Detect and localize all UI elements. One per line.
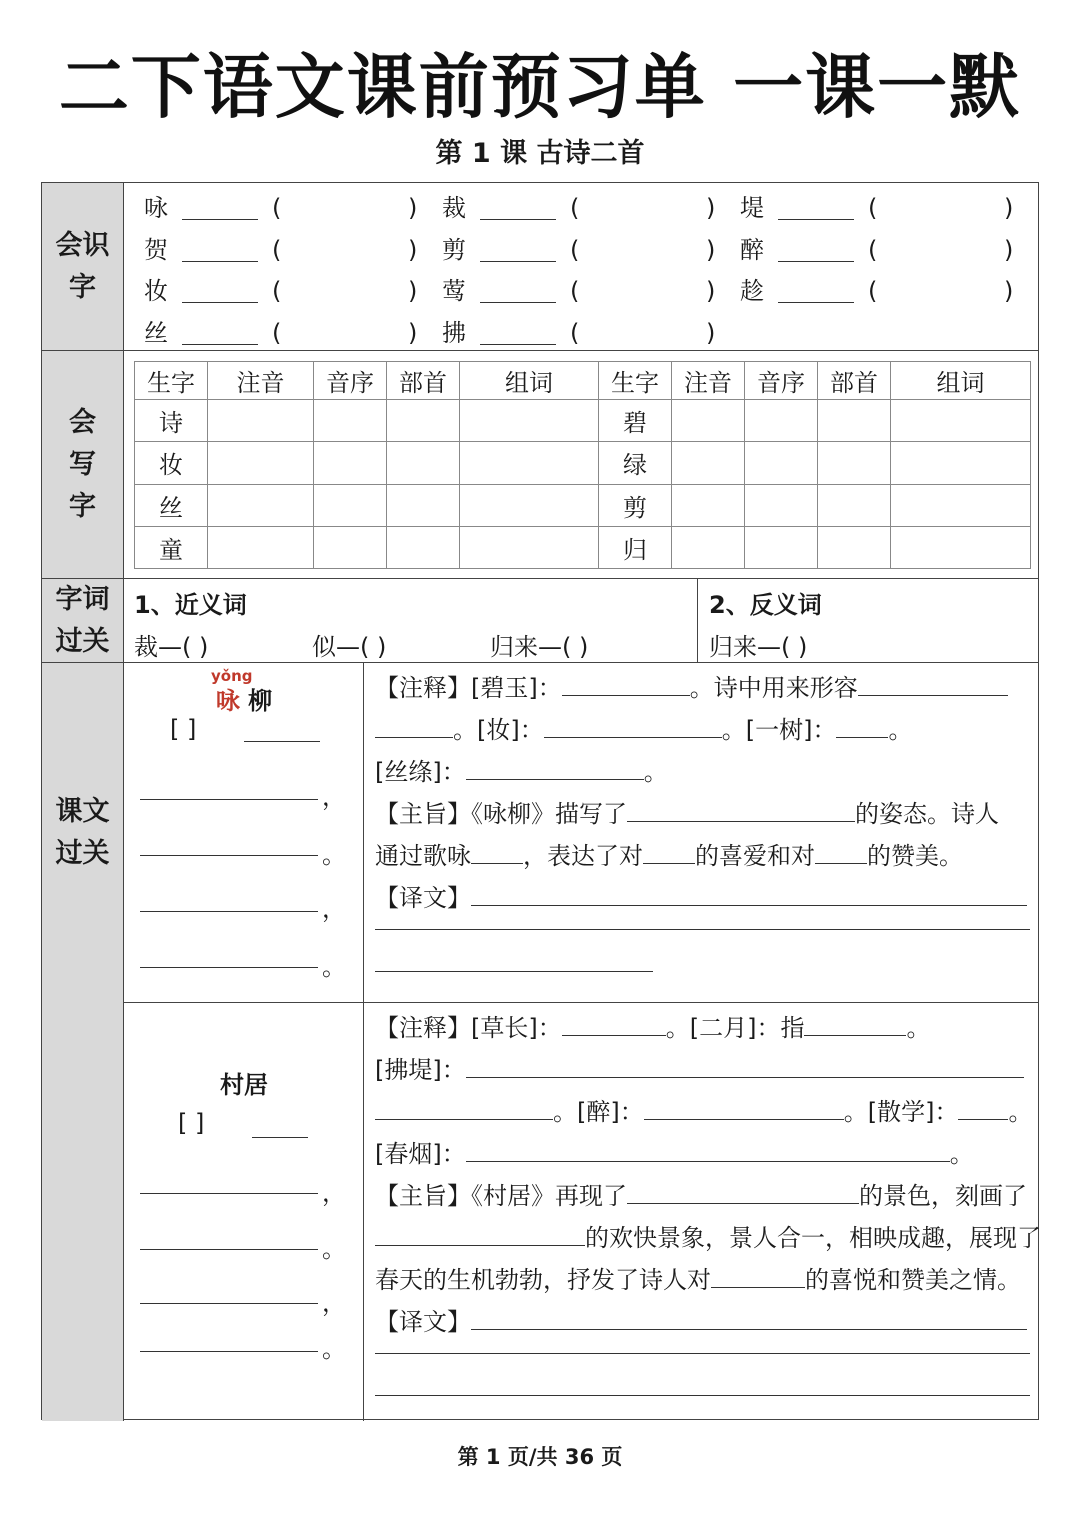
poem2-author-bracket: [ ] (178, 1109, 205, 1137)
poem1-title: 咏 柳 (215, 687, 273, 715)
write-header-cell: 生字 (135, 362, 208, 400)
antonym-item[interactable]: 归来—( ) (709, 633, 808, 661)
recognize-answer-line[interactable] (480, 219, 556, 220)
open-paren: ( (570, 277, 580, 305)
open-paren: ( (272, 194, 282, 222)
write-char: 丝 (135, 484, 208, 526)
write-answer-cell[interactable] (387, 400, 460, 442)
write-answer-cell[interactable] (208, 400, 314, 442)
recognize-answer-line[interactable] (778, 219, 854, 220)
write-header-cell: 音序 (314, 362, 387, 400)
write-answer-cell[interactable] (818, 400, 891, 442)
poem1-verse-line[interactable] (140, 855, 318, 856)
recognize-row (124, 229, 1038, 271)
write-header-cell: 组词 (891, 362, 1031, 400)
write-answer-cell[interactable] (745, 526, 818, 568)
write-answer-cell[interactable] (460, 526, 599, 568)
write-char: 归 (599, 526, 672, 568)
text-label: 课文 过关 (42, 663, 124, 1003)
recognize-label: 会识 字 (42, 183, 124, 350)
write-header-cell: 注音 (208, 362, 314, 400)
write-answer-cell[interactable] (672, 526, 745, 568)
poem1-note-line: [丝绦]： 。 (375, 751, 1030, 793)
close-paren: ) (408, 318, 418, 347)
write-answer-cell[interactable] (745, 442, 818, 484)
poem1-verse-line[interactable] (140, 967, 318, 968)
poem2-verse-line[interactable] (140, 1303, 318, 1304)
poem2-note-line: 【注释】[草长]： 。[二月]：指 。 (375, 1007, 1030, 1049)
write-answer-cell[interactable] (672, 400, 745, 442)
write-answer-cell[interactable] (208, 526, 314, 568)
write-section (42, 351, 1038, 579)
poem2-note-line: 【译文】 (375, 1301, 1030, 1343)
write-answer-cell[interactable] (672, 442, 745, 484)
open-paren: ( (570, 194, 580, 222)
write-header-cell: 组词 (460, 362, 599, 400)
page-title: 二下语文课前预习单 一课一默 (58, 45, 1022, 128)
open-paren: ( (272, 235, 282, 264)
open-paren: ( (868, 194, 878, 222)
close-paren: ) (408, 277, 418, 305)
close-paren: ) (408, 235, 418, 264)
recognize-row (124, 312, 1038, 354)
write-answer-cell[interactable] (818, 442, 891, 484)
recognize-char: 贺 (144, 235, 168, 264)
close-paren: ) (706, 235, 716, 264)
poem1-note-line: 通过歌咏 ，表达了对 的喜爱和对 的赞美。 (375, 835, 1030, 877)
write-answer-cell[interactable] (460, 484, 599, 526)
recognize-char: 剪 (442, 235, 466, 264)
write-char: 剪 (599, 484, 672, 526)
poem2-translation-line[interactable] (375, 1353, 1030, 1354)
write-answer-cell[interactable] (314, 484, 387, 526)
recognize-answer-line[interactable] (480, 344, 556, 345)
write-char: 诗 (135, 400, 208, 442)
write-table (134, 361, 1031, 569)
poem1-punct: ， (322, 783, 346, 811)
recognize-row (124, 187, 1038, 229)
write-answer-cell[interactable] (314, 526, 387, 568)
poem2-translation-line[interactable] (375, 1395, 1030, 1396)
write-answer-cell[interactable] (208, 442, 314, 484)
recognize-answer-line[interactable] (182, 261, 258, 262)
poem2-note-line: [春烟]： 。 (375, 1133, 1030, 1175)
poem2-punct: ， (322, 1179, 346, 1207)
recognize-char: 堤 (740, 194, 764, 222)
poem2-note-line: [拂堤]： (375, 1049, 1030, 1091)
poem2-verse-line[interactable] (140, 1351, 318, 1352)
poem2-notes (365, 1003, 1041, 1421)
poem2-verse-line[interactable] (140, 1193, 318, 1194)
synonym-item[interactable]: 裁—( ) (134, 633, 209, 661)
open-paren: ( (570, 235, 580, 264)
poem2-verse-line[interactable] (140, 1249, 318, 1250)
poem1-author-line[interactable] (244, 741, 320, 742)
write-answer-cell[interactable] (672, 484, 745, 526)
poem1-pinyin: yǒng (211, 667, 253, 685)
synonym-item[interactable]: 似—( ) (312, 633, 387, 661)
write-answer-cell[interactable] (891, 442, 1031, 484)
recognize-answer-line[interactable] (480, 302, 556, 303)
write-row (135, 526, 1031, 568)
recognize-row (124, 270, 1038, 312)
write-answer-cell[interactable] (208, 484, 314, 526)
poem2-note-line: 【主旨】《村居》再现了 的景色，刻画了 (375, 1175, 1030, 1217)
poem1-translation-line[interactable] (375, 929, 1030, 930)
antonym-title: 2、反义词 (709, 591, 822, 619)
poem2-author-line[interactable] (252, 1137, 308, 1138)
write-answer-cell[interactable] (314, 400, 387, 442)
poem2-column (124, 1003, 364, 1421)
recognize-char: 醉 (740, 235, 764, 264)
poem2-note-line: 春天的生机勃勃，抒发了诗人对 的喜悦和赞美之情。 (375, 1259, 1030, 1301)
poem2-section (42, 1003, 1041, 1421)
poem1-notes (365, 663, 1038, 1002)
write-header-cell: 部首 (387, 362, 460, 400)
page-footer: 第 1 页/共 36 页 (457, 1445, 623, 1469)
poem2-punct: 。 (322, 1235, 346, 1263)
recognize-answer-line[interactable] (480, 261, 556, 262)
recognize-section (42, 183, 1038, 351)
poem1-verse-line[interactable] (140, 799, 318, 800)
close-paren: ) (1004, 277, 1014, 305)
recognize-answer-line[interactable] (182, 344, 258, 345)
poem1-note-line: 。[妆]： 。[一树]： 。 (375, 709, 1030, 751)
write-header-cell: 部首 (818, 362, 891, 400)
close-paren: ) (1004, 235, 1014, 264)
recognize-char: 妆 (144, 277, 168, 305)
write-row (135, 400, 1031, 442)
recognize-char: 丝 (144, 318, 168, 347)
write-answer-cell[interactable] (818, 484, 891, 526)
recognize-char: 趁 (740, 277, 764, 305)
write-header-cell: 生字 (599, 362, 672, 400)
poem2-punct: ， (322, 1289, 346, 1317)
close-paren: ) (706, 277, 716, 305)
write-char: 碧 (599, 400, 672, 442)
poem1-translation-line[interactable] (375, 971, 653, 972)
poem2-note-line: 的欢快景象，景人合一，相映成趣，展现了 (375, 1217, 1030, 1259)
write-label: 会 写 字 (42, 351, 124, 578)
close-paren: ) (1004, 194, 1014, 222)
words-content (124, 579, 1038, 662)
write-char: 妆 (135, 442, 208, 484)
synonym-block (124, 579, 698, 662)
write-answer-cell[interactable] (387, 526, 460, 568)
synonym-title: 1、近义词 (134, 591, 247, 619)
recognize-content (124, 183, 1038, 350)
recognize-answer-line[interactable] (778, 261, 854, 262)
open-paren: ( (272, 318, 282, 347)
lesson-title: 第 1 课 古诗二首 (435, 138, 645, 169)
poem1-note-line: 【主旨】《咏柳》描写了 的姿态。诗人 (375, 793, 1030, 835)
open-paren: ( (272, 277, 282, 305)
write-answer-cell[interactable] (387, 484, 460, 526)
poem1-section (42, 663, 1038, 1003)
open-paren: ( (868, 277, 878, 305)
poem1-punct: ， (322, 895, 346, 923)
recognize-char: 莺 (442, 277, 466, 305)
poem1-note-line: 【注释】[碧玉]： 。诗中用来形容 (375, 667, 1030, 709)
write-header-cell: 注音 (672, 362, 745, 400)
write-content (124, 351, 1038, 578)
write-answer-cell[interactable] (745, 484, 818, 526)
write-char: 绿 (599, 442, 672, 484)
write-answer-cell[interactable] (891, 400, 1031, 442)
write-char: 童 (135, 526, 208, 568)
worksheet (41, 182, 1039, 1420)
poem1-author-bracket: [ ] (170, 715, 197, 743)
close-paren: ) (706, 194, 716, 222)
recognize-char: 裁 (442, 194, 466, 222)
write-answer-cell[interactable] (891, 484, 1031, 526)
recognize-char: 拂 (442, 318, 466, 347)
write-answer-cell[interactable] (314, 442, 387, 484)
poem1-column (124, 663, 364, 1002)
open-paren: ( (570, 318, 580, 347)
poem1-verse-line[interactable] (140, 911, 318, 912)
write-answer-cell[interactable] (818, 526, 891, 568)
recognize-char: 咏 (144, 194, 168, 222)
open-paren: ( (868, 235, 878, 264)
close-paren: ) (706, 318, 716, 347)
write-answer-cell[interactable] (460, 442, 599, 484)
poem2-punct: 。 (322, 1335, 346, 1363)
poem1-content (124, 663, 1038, 1002)
recognize-answer-line[interactable] (182, 219, 258, 220)
write-answer-cell[interactable] (745, 400, 818, 442)
poem2-title: 村居 (220, 1071, 268, 1099)
write-row (135, 442, 1031, 484)
synonym-item[interactable]: 归来—( ) (490, 633, 589, 661)
recognize-answer-line[interactable] (182, 302, 258, 303)
antonym-block (699, 579, 1038, 662)
text-label-2 (42, 1003, 124, 1421)
write-answer-cell[interactable] (387, 442, 460, 484)
poem1-note-line: 【译文】 (375, 877, 1030, 919)
recognize-answer-line[interactable] (778, 302, 854, 303)
write-header-cell: 音序 (745, 362, 818, 400)
poem1-punct: 。 (322, 841, 346, 869)
poem1-punct: 。 (322, 953, 346, 981)
write-row (135, 484, 1031, 526)
words-section (42, 579, 1038, 663)
close-paren: ) (408, 194, 418, 222)
words-label: 字词 过关 (42, 579, 124, 662)
poem2-content (124, 1003, 1041, 1421)
write-answer-cell[interactable] (891, 526, 1031, 568)
poem2-note-line: 。[醉]： 。[散学]： 。 (375, 1091, 1030, 1133)
write-answer-cell[interactable] (460, 400, 599, 442)
